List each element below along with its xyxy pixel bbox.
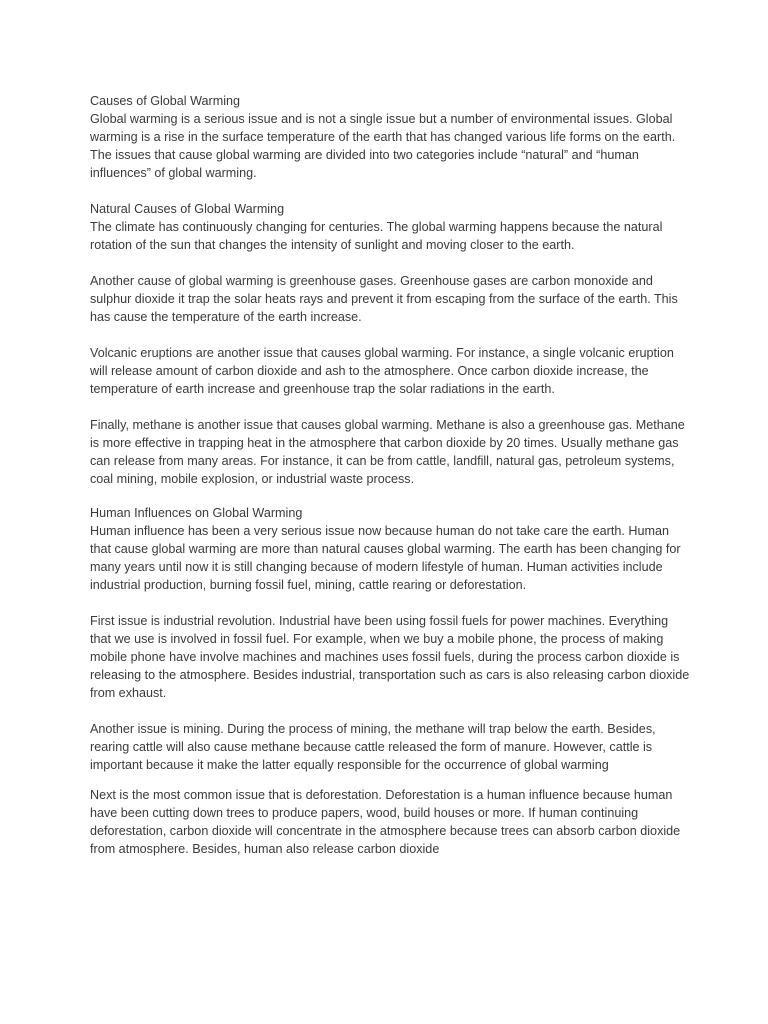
natural-paragraph-greenhouse: Another cause of global warming is greenhouse gases. Greenhouse gases are carbon monoxide and sulphur dioxide it trap the solar heats rays and prevent it from escaping from the surface of the earth. This has cause the temperature of the earth increase.	[90, 274, 678, 324]
human-paragraph-deforestation: Next is the most common issue that is deforestation. Deforestation is a human influence because human have been cutting down trees to produce papers, wood, build houses or more. If human continuing deforestation, carbon dioxide will concentrate in the atmosphere because trees can absorb carbon dioxide from atmosphere. Besides, human also release carbon dioxide	[90, 788, 681, 856]
natural-paragraph-methane: Finally, methane is another issue that causes global warming. Methane is also a greenhouse gas. Methane is more effective in trapping heat in the atmosphere that carbon dioxide by 20 times. Usually methane gas can release from many areas. For instance, it can be from cattle, landfill, natural gas, petroleum systems, coal mining, mobile explosion, or industrial waste process.	[90, 418, 685, 486]
human-paragraph-intro: Human influence has been a very serious issue now because human do not take care the earth. Human that cause global warming are more than natural causes global warming. The earth has been changing for many years until now it is still changing because of modern lifestyle of human. Human activities include industrial production, burning fossil fuel, mining, cattle rearing or deforestation.	[90, 524, 681, 592]
human-paragraph-mining: Another issue is mining. During the process of mining, the methane will trap below the earth. Besides, rearing cattle will also cause methane because cattle released the form of manure. However, cattle is important because it make the latter equally responsible for the occurrence of global warming	[90, 722, 656, 772]
human-paragraph-industrial: First issue is industrial revolution. Industrial have been using fossil fuels for power machines. Everything that we use is involved in fossil fuel. For example, when we buy a mobile phone, the process of making mobile phone have involve machines and machines uses fossil fuels, during the process carbon dioxide is releasing to the atmosphere. Besides industrial, transportation such as cars is also releasing carbon dioxide from exhaust.	[90, 614, 690, 700]
document-body	[90, 92, 690, 858]
document-title: Causes of Global Warming	[90, 94, 241, 108]
human-influences-heading: Human Influences on Global Warming	[90, 506, 303, 520]
natural-paragraph-volcanic: Volcanic eruptions are another issue that causes global warming. For instance, a single volcanic eruption will release amount of carbon dioxide and ash to the atmosphere. Once carbon dioxide increase, the temperature of earth increase and greenhouse trap the solar radiations in the earth.	[90, 346, 674, 396]
natural-causes-heading: Natural Causes of Global Warming	[90, 202, 285, 216]
intro-paragraph: Global warming is a serious issue and is not a single issue but a number of environmental issues. Global warming is a rise in the surface temperature of the earth that has changed various life forms on the earth. The issues that cause global warming are divided into two categories include “natural” and “human influences” of global warming.	[90, 112, 676, 180]
natural-paragraph-climate: The climate has continuously changing for centuries. The global warming happens because the natural rotation of the sun that changes the intensity of sunlight and moving closer to the earth.	[90, 220, 663, 252]
